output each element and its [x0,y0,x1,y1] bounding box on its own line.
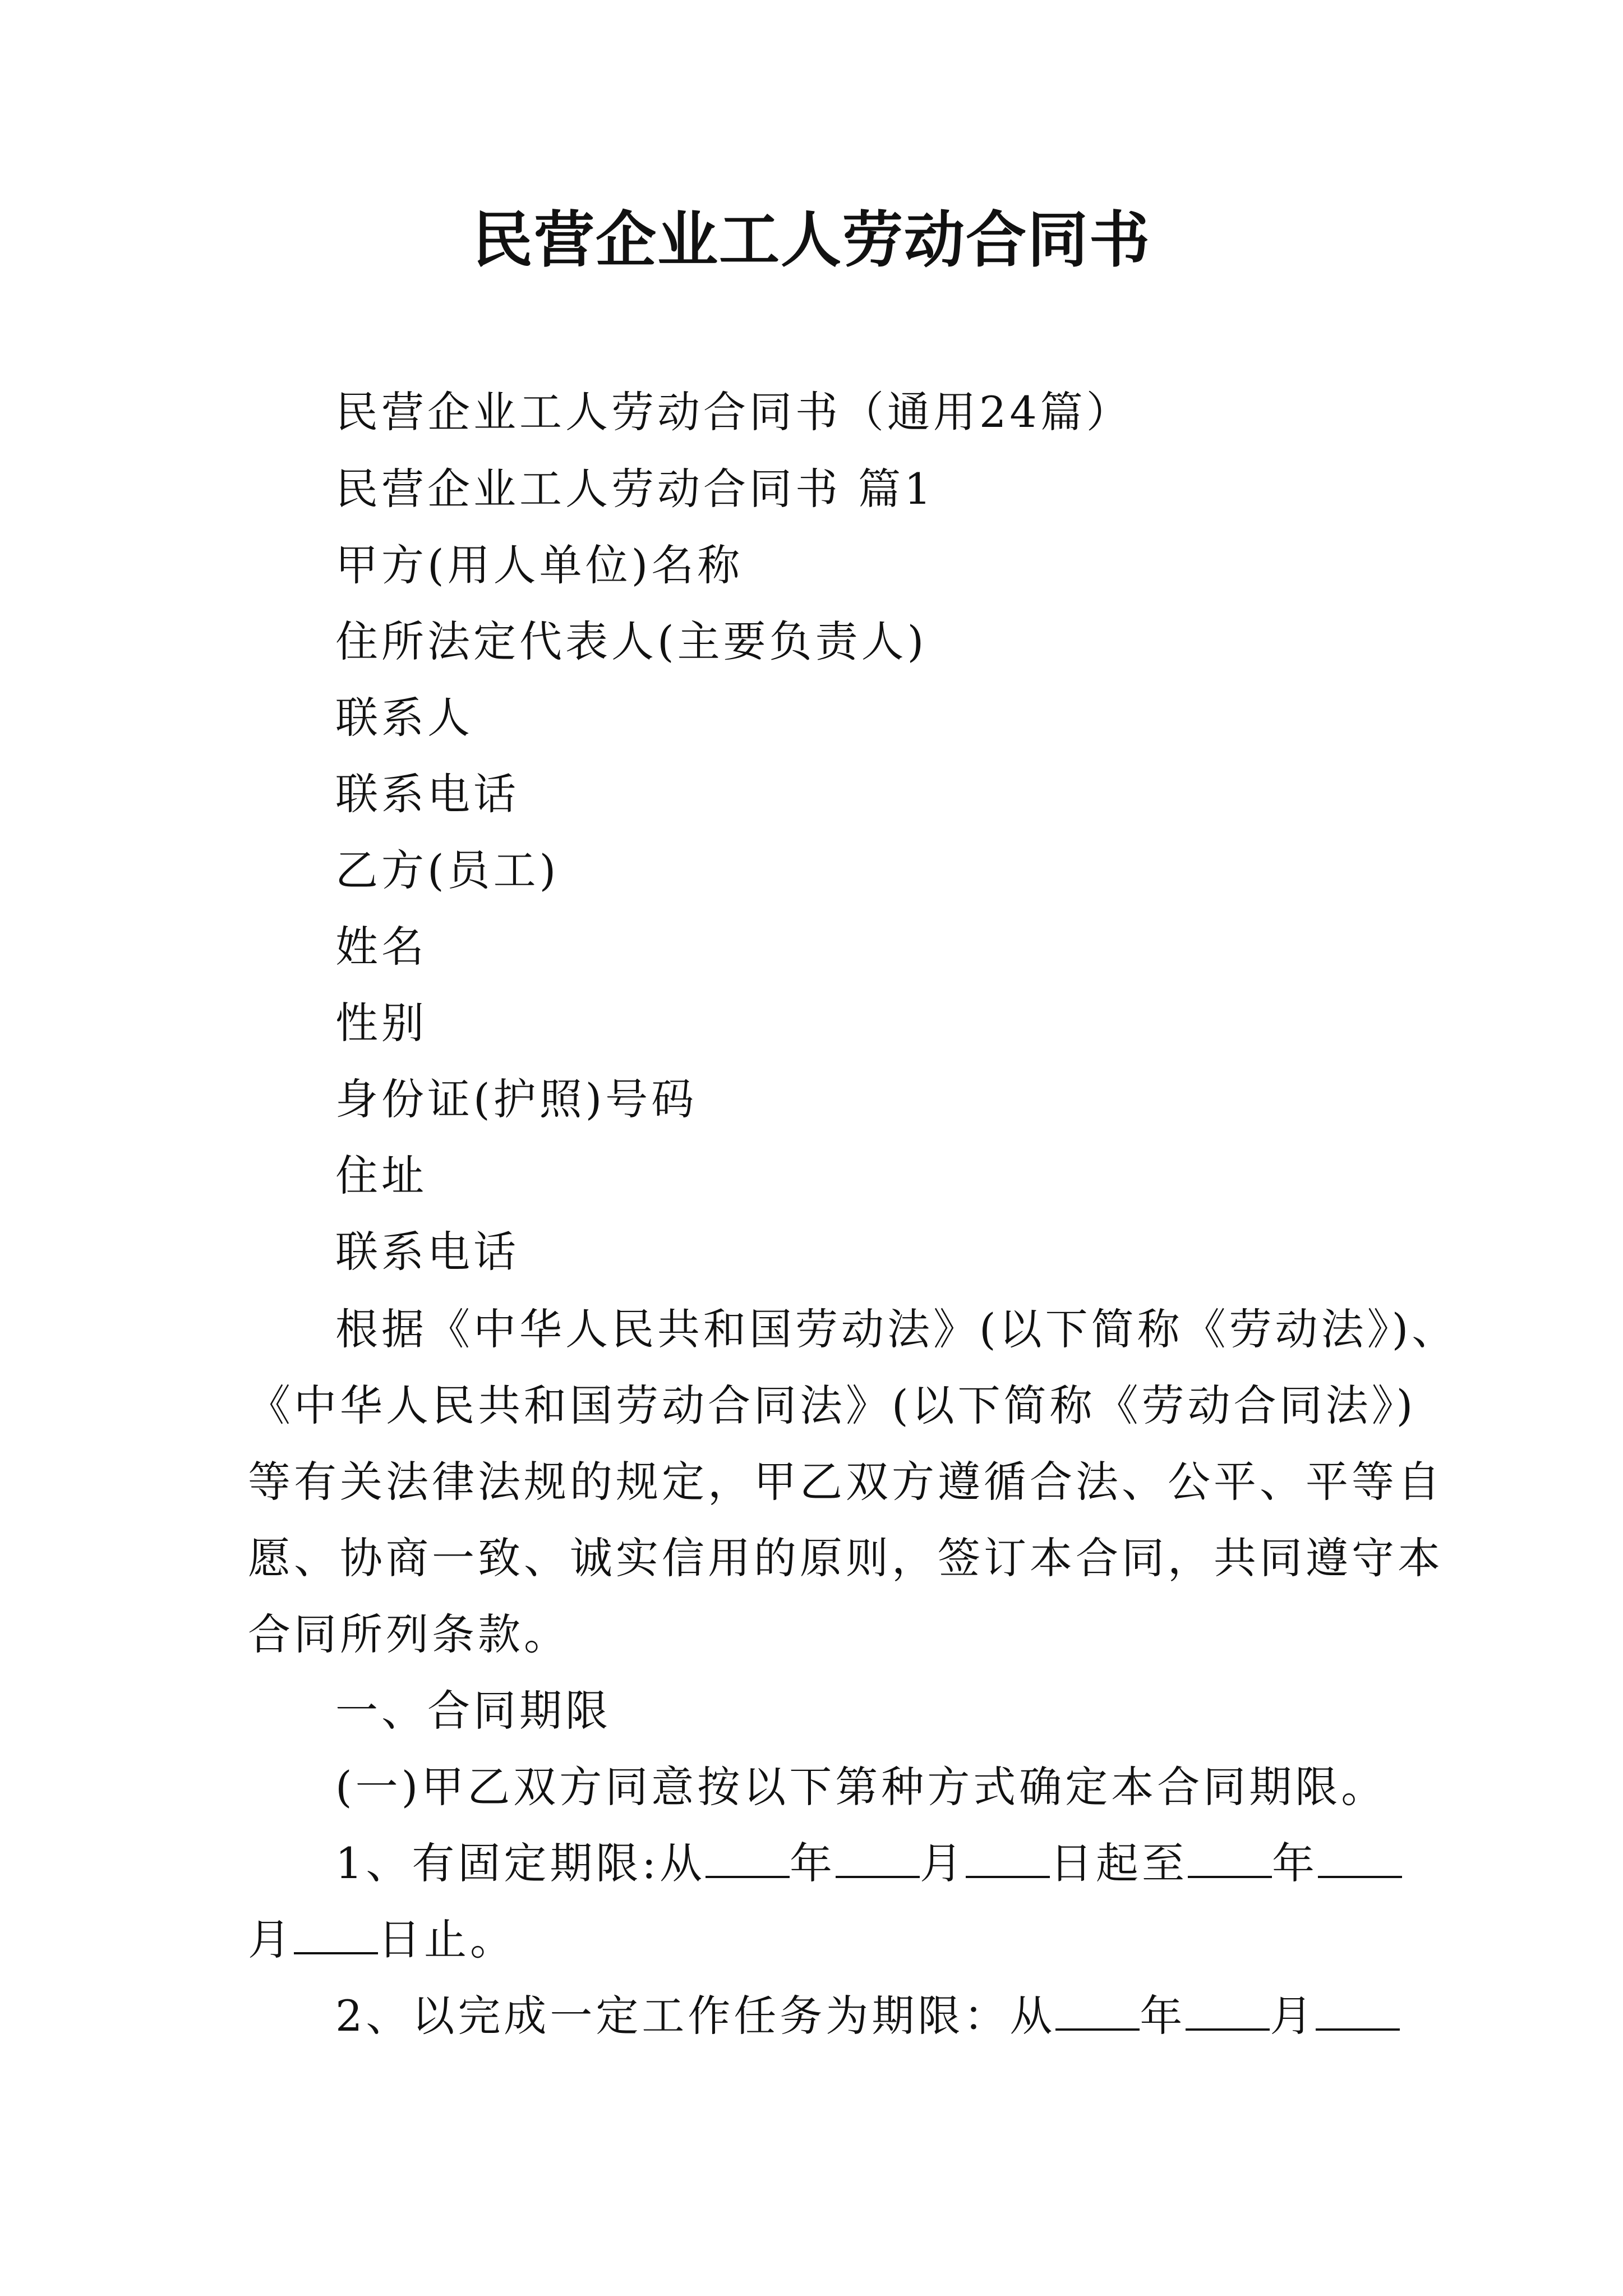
year-label: 年 [1271,1838,1318,1888]
month-label: 月 [1270,1991,1316,2041]
year-label: 年 [1140,1991,1186,2041]
preamble-line: 《中华人民共和国劳动合同法》(以下简称《劳动合同法》) [248,1381,1417,1430]
party-a-phone-label: 联系电话 [335,769,519,819]
clause-1-continuation [248,1912,516,1968]
party-a-rep-label: 住所法定代表人(主要负责人) [335,616,928,666]
year-blank[interactable] [706,1837,790,1878]
party-b-id-label: 身份证(护照)号码 [335,1074,698,1124]
month-blank[interactable] [1186,1989,1270,2031]
clause-1-prefix: 1、有固定期限:从 [335,1838,706,1888]
section-intro: (一)甲乙双方同意按以下第种方式确定本合同期限。 [335,1762,1387,1812]
clause-2-prefix: 2、以完成一定工作任务为期限：从 [335,1991,1056,2041]
day-blank[interactable] [966,1837,1050,1878]
party-b-name-label: 姓名 [335,922,427,972]
page-title: 民营企业工人劳动合同书 [472,205,1151,275]
year-blank[interactable] [1188,1837,1272,1878]
clause-1-line [335,1835,1402,1892]
preamble-line: 根据《中华人民共和国劳动法》(以下简称《劳动法》)、 [335,1304,1458,1354]
section-heading: 一、合同期限 [335,1686,611,1736]
party-b-heading: 乙方(员工) [335,845,560,895]
month-blank[interactable] [1318,1837,1402,1878]
party-b-phone-label: 联系电话 [335,1227,519,1277]
year-blank[interactable] [1055,1989,1140,2031]
document-subtitle: 民营企业工人劳动合同书（通用24篇） [335,387,1132,437]
month-label: 月 [919,1838,966,1888]
day-blank[interactable] [294,1913,378,1954]
month-label: 月 [248,1915,294,1964]
party-a-contact-label: 联系人 [335,693,473,743]
day-to-label: 日止。 [378,1915,516,1964]
chapter-heading: 民营企业工人劳动合同书 篇1 [335,464,935,514]
party-a-name-label: 甲方(用人单位)名称 [335,540,744,590]
year-label: 年 [789,1838,836,1888]
preamble-line: 愿、协商一致、诚实信用的原则，签订本合同，共同遵守本 [248,1533,1444,1583]
party-b-address-label: 住址 [335,1151,427,1200]
month-blank[interactable] [836,1837,920,1878]
day-blank[interactable] [1316,1989,1400,2031]
preamble-line: 等有关法律法规的规定，甲乙双方遵循合法、公平、平等自 [248,1457,1444,1507]
clause-2-line [335,1988,1400,2044]
day-from-label: 日起至 [1049,1838,1188,1888]
party-b-gender-label: 性别 [335,998,427,1048]
preamble-line: 合同所列条款。 [248,1609,570,1659]
